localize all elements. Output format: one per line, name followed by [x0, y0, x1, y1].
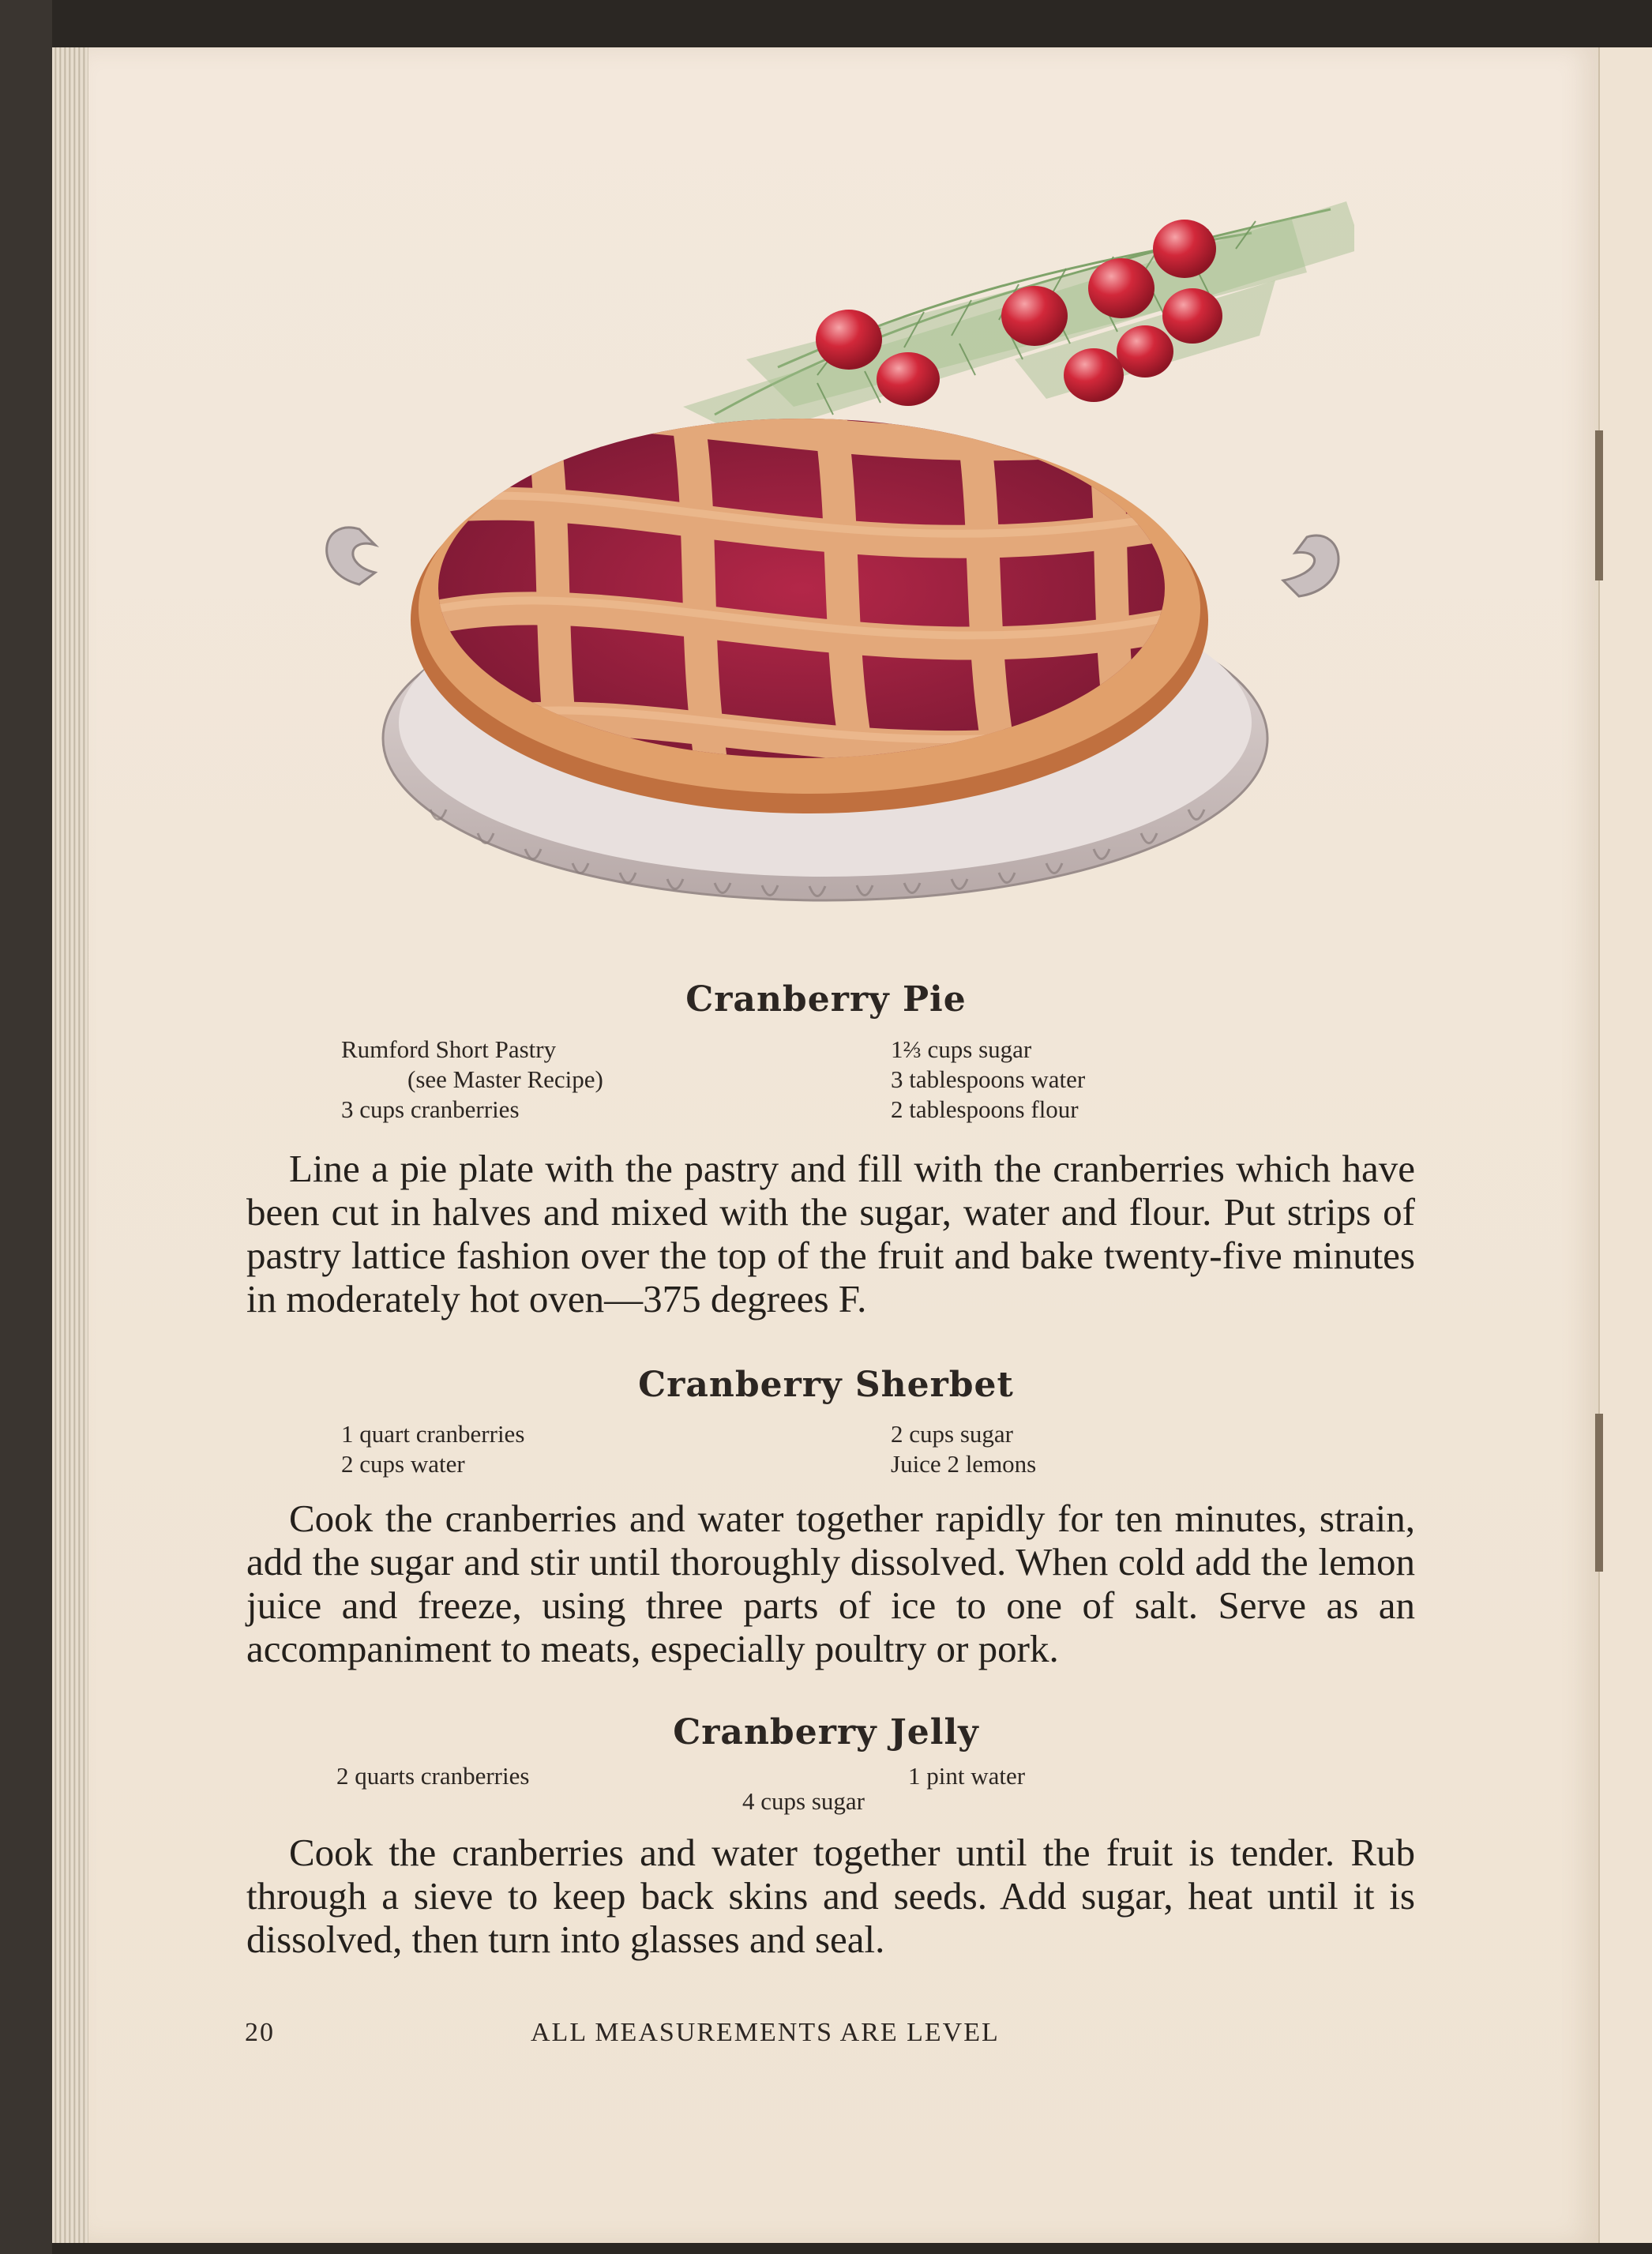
ingredient: 2 tablespoons flour	[891, 1095, 1079, 1123]
ingredient: 3 tablespoons water	[891, 1065, 1086, 1093]
book-spine	[0, 0, 52, 2254]
recipe-title-cranberry-pie: Cranberry Pie	[685, 979, 967, 1020]
ingredient: Juice 2 lemons	[891, 1450, 1037, 1478]
ingredient: 1⅔ cups sugar	[891, 1035, 1032, 1063]
ingredient: Rumford Short Pastry	[341, 1035, 557, 1063]
ingredient: 3 cups cranberries	[341, 1095, 520, 1123]
recipe-title-cranberry-sherbet: Cranberry Sherbet	[638, 1365, 1014, 1405]
ingredient: (see Master Recipe)	[407, 1065, 603, 1093]
recipe-title-cranberry-jelly: Cranberry Jelly	[673, 1712, 979, 1752]
ingredient: 2 cups sugar	[891, 1420, 1013, 1448]
recipe-directions: Cook the cranberries and water together until the fruit is tender. Rub through a sieve to keep back skins and seeds. Add sugar, heat until it is dissolved, then turn into glasses and seal.	[246, 1831, 1415, 1961]
cranberries	[816, 220, 1222, 406]
recipe-directions: Cook the cranberries and water together rapidly for ten minutes, strain, add the sugar and stir until thoroughly dissolved. When cold add the lemon juice and freeze, using three parts of ice to one of salt. Serve as an accompaniment to meats, especially poultry or pork.	[246, 1497, 1415, 1670]
recipe-directions: Line a pie plate with the pastry and fill with the cranberries which have been cut in halves and mixed with the sugar, water and flour. Put strips of pastry lattice fashion over the top of the fruit and bake twenty-five minutes in moderately hot oven—375 degrees F.	[246, 1147, 1415, 1320]
ingredient: 1 pint water	[908, 1762, 1026, 1790]
ingredient: 2 cups water	[341, 1450, 465, 1478]
binding-stitch	[1595, 1414, 1603, 1572]
binding-stitch	[1595, 430, 1603, 580]
ingredient: 1 quart cranberries	[341, 1420, 525, 1448]
facing-page-edge	[1598, 47, 1652, 2243]
ingredient: 4 cups sugar	[742, 1787, 865, 1815]
ingredient: 2 quarts cranberries	[336, 1762, 530, 1790]
page-number: 20	[245, 2018, 275, 2047]
cranberry-pie-illustration	[304, 178, 1354, 948]
footer-note: ALL MEASUREMENTS ARE LEVEL	[531, 2018, 1000, 2047]
